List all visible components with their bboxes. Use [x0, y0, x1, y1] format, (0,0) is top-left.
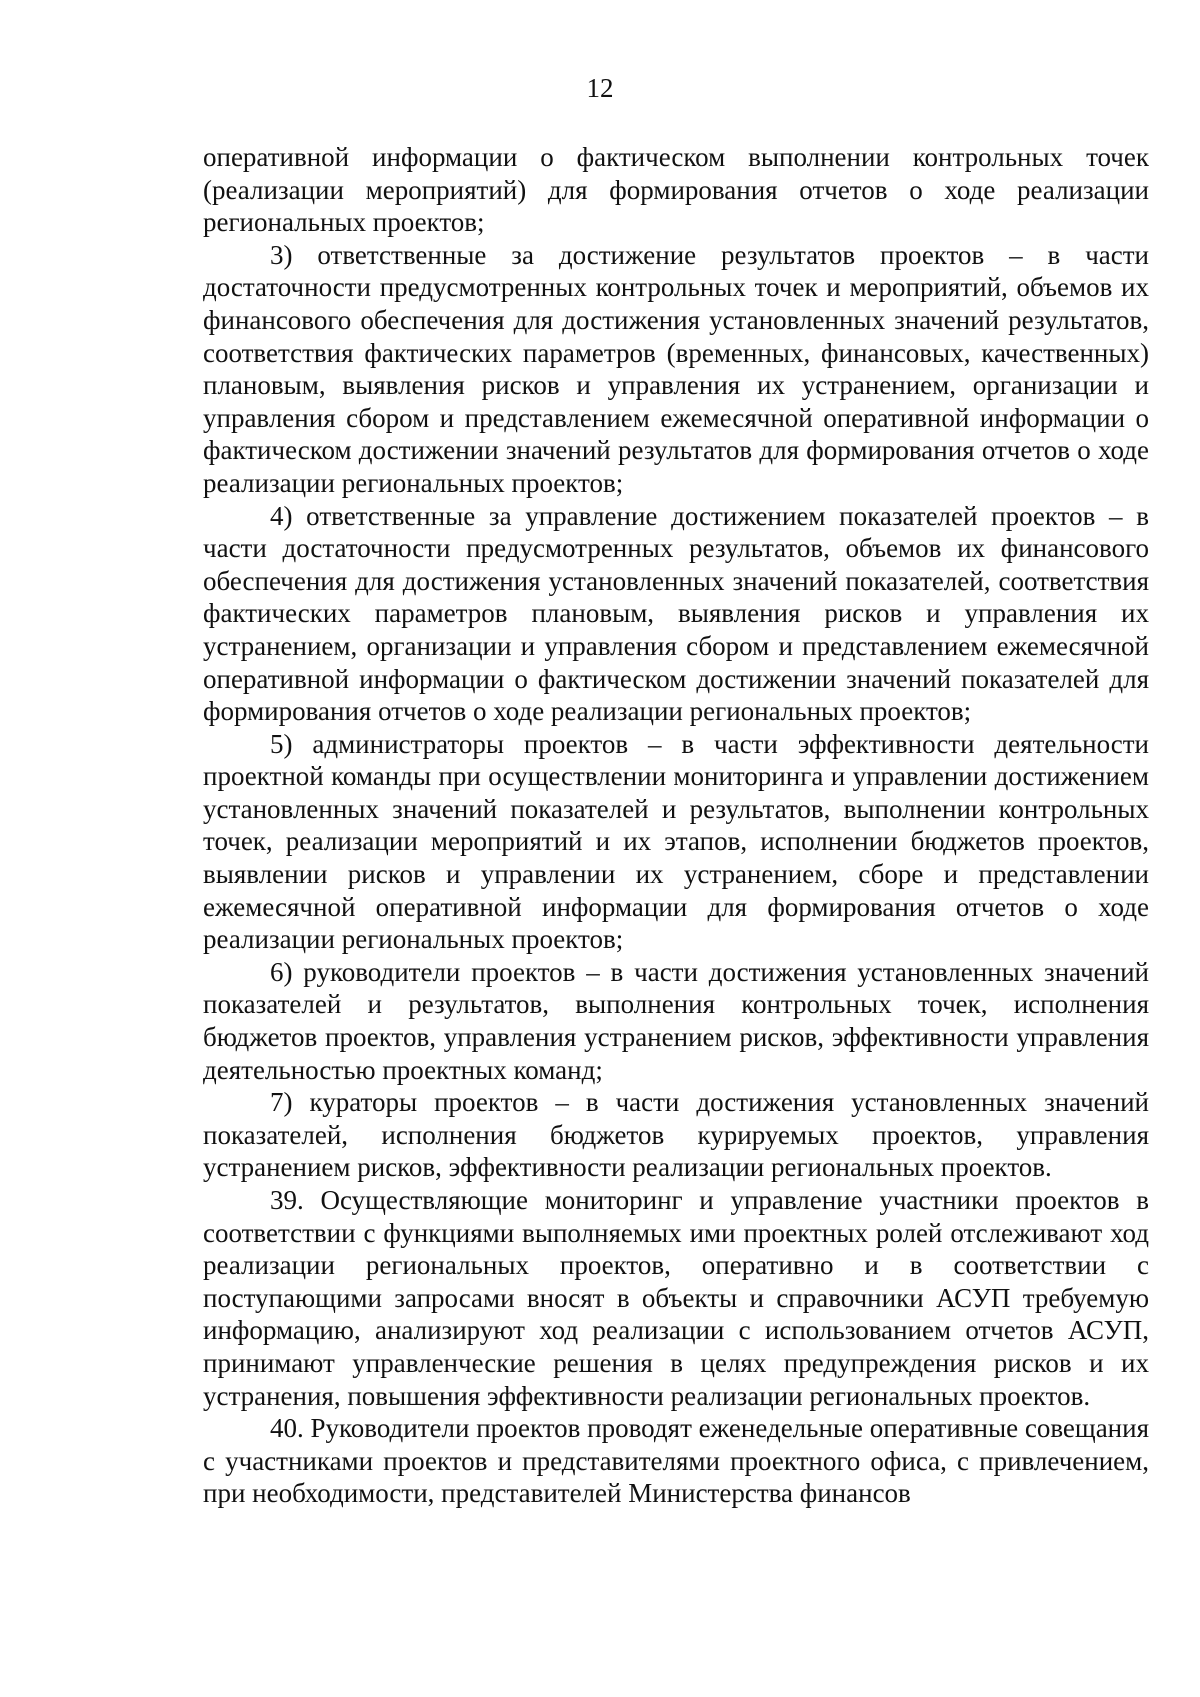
paragraph-clause-40: 40. Руководители проектов проводят еженедельные оперативные совещания с участниками проектов и представителями проектного офиса, с привлечением, при необходимости, представителей Министерства финансов	[203, 1413, 1149, 1509]
paragraph-item-6: 6) руководители проектов – в части достижения установленных значений показателей и результатов, выполнения контрольных точек, исполнения бюджетов проектов, управления устранением рисков, эффективности управления деятельностью проектных команд;	[203, 956, 1149, 1085]
paragraph-continuation: оперативной информации о фактическом выполнении контрольных точек (реализации мероприятий) для формирования отчетов о ходе реализации региональных проектов;	[203, 142, 1149, 238]
paragraph-clause-39: 39. Осуществляющие мониторинг и управление участники проектов в соответствии с функциями выполняемых ими проектных ролей отслеживают ход реализации региональных проектов, оперативно и в соответствии с поступающими запросами вносят в объекты и справочники АСУП требуемую информацию, анализируют ход реализации с использованием отчетов АСУП, принимают управленческие решения в целях предупреждения рисков и их устранения, повышения эффективности реализации региональных проектов.	[203, 1185, 1149, 1411]
paragraph-item-7: 7) кураторы проектов – в части достижения установленных значений показателей, исполнения бюджетов курируемых проектов, управления устранением рисков, эффективности реализации региональных проектов.	[203, 1087, 1149, 1183]
document-body	[203, 141, 1149, 1510]
page-number: 12	[586, 73, 614, 103]
paragraph-item-5: 5) администраторы проектов – в части эффективности деятельности проектной команды при осуществлении мониторинга и управлении достижением установленных значений показателей и результатов, выполнении контрольных точек, реализации мероприятий и их этапов, исполнении бюджетов проектов, выявлении рисков и управлении их устранением, сборе и представлении ежемесячной оперативной информации для формирования отчетов о ходе реализации региональных проектов;	[203, 728, 1149, 955]
paragraph-item-4: 4) ответственные за управление достижением показателей проектов – в части достаточности предусмотренных результатов, объемов их финансового обеспечения для достижения установленных значений показателей, соответствия фактических параметров плановым, выявления рисков и управления их устранением, организации и управления сбором и представлением ежемесячной оперативной информации о фактическом достижении значений показателей для формирования отчетов о ходе реализации региональных проектов;	[203, 500, 1149, 727]
paragraph-item-3: 3) ответственные за достижение результатов проектов – в части достаточности предусмотренных контрольных точек и мероприятий, объемов их финансового обеспечения для достижения установленных значений результатов, соответствия фактических параметров (временных, финансовых, качественных) плановым, выявления рисков и управления их устранением, организации и управления сбором и представлением ежемесячной оперативной информации о фактическом достижении значений результатов для формирования отчетов о ходе реализации региональных проектов;	[203, 239, 1149, 498]
